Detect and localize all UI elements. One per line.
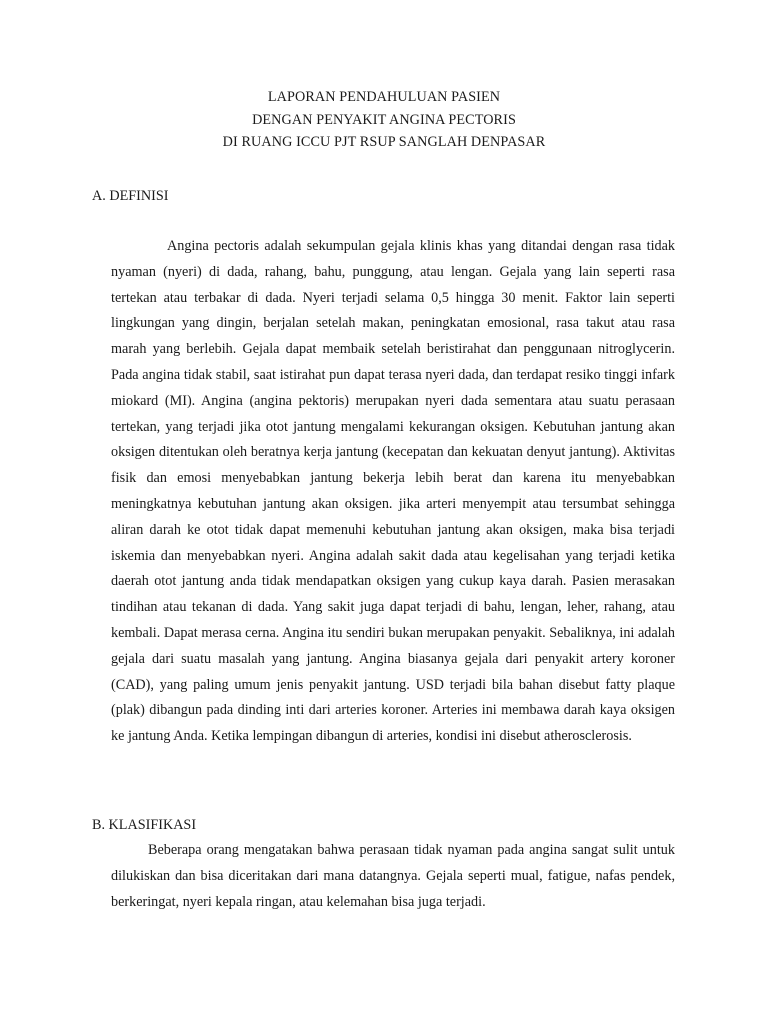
title-line-2: DENGAN PENYAKIT ANGINA PECTORIS — [252, 111, 516, 128]
title-line-3: DI RUANG ICCU PJT RSUP SANGLAH DENPASAR — [222, 134, 546, 150]
title-line-1: LAPORAN PENDAHULUAN PASIEN — [267, 89, 501, 105]
paragraph-definisi: Angina pectoris adalah sekumpulan gejala klinis khas yang ditandai dengan rasa tidak nyaman (nyeri) di dada, rahang, bahu, punggung, atau lengan. Gejala yang lain seperti rasa tertekan atau terbakar di dada. Nyeri terjadi selama 0,5 hingga 30 menit. Faktor lain seperti lingkungan yang dingin, berjalan setelah makan, peningkatan emosional, rasa takut atau rasa marah yang berlebih. Gejala dapat membaik setelah beristirahat dan penggunaan nitroglycerin. Pada angina tidak stabil, saat istirahat pun dapat terasa nyeri dada, dan terdapat resiko tinggi infark miokard (MI). Angina (angina pektoris) merupakan nyeri dada sementara atau suatu perasaan tertekan, yang terjadi jika otot jantung mengalami kekurangan oksigen. Kebutuhan jantung akan oksigen ditentukan oleh beratnya kerja jantung (kecepatan dan kekuatan denyut jantung). Aktivitas fisik dan emosi menyebabkan jantung bekerja lebih berat dan karena itu menyebabkan meningkatnya kebutuhan jantung akan oksigen. jika arteri menyempit atau tersumbat sehingga aliran darah ke otot tidak dapat memenuhi kebutuhan jantung akan oksigen, maka bisa terjadi iskemia dan menyebabkan nyeri. Angina adalah sakit dada atau kegelisahan yang terjadi ketika daerah otot jantung anda tidak mendapatkan oksigen yang cukup kaya darah. Pasien merasakan tindihan atau tekanan di dada. Yang sakit juga dapat terjadi di bahu, lengan, leher, rahang, atau kembali. Dapat merasa cerna. Angina itu sendiri bukan merupakan penyakit. Sebaliknya, ini adalah gejala dari suatu masalah yang jantung. Angina biasanya gejala dari penyakit artery koroner (CAD), yang paling umum jenis penyakit jantung. USD terjadi bila bahan disebut fatty plaque (plak) dibangun pada dinding inti dari arteries koroner. Arteries ini membawa darah kaya oksigen ke jantung Anda. Ketika lempingan dibangun di arteries, kondisi ini disebut atherosclerosis. — [111, 238, 675, 745]
section-heading-klasifikasi: B. KLASIFIKASI — [92, 817, 197, 833]
section-heading-definisi: A. DEFINISI — [92, 188, 169, 204]
paragraph-klasifikasi: Beberapa orang mengatakan bahwa perasaan tidak nyaman pada angina sangat sulit untuk dilukiskan dan bisa diceritakan dari mana datangnya. Gejala seperti mual, fatigue, nafas pendek, berkeringat, nyeri kepala ringan, atau kelemahan bisa juga terjadi. — [111, 842, 675, 910]
document-title — [0, 86, 768, 154]
